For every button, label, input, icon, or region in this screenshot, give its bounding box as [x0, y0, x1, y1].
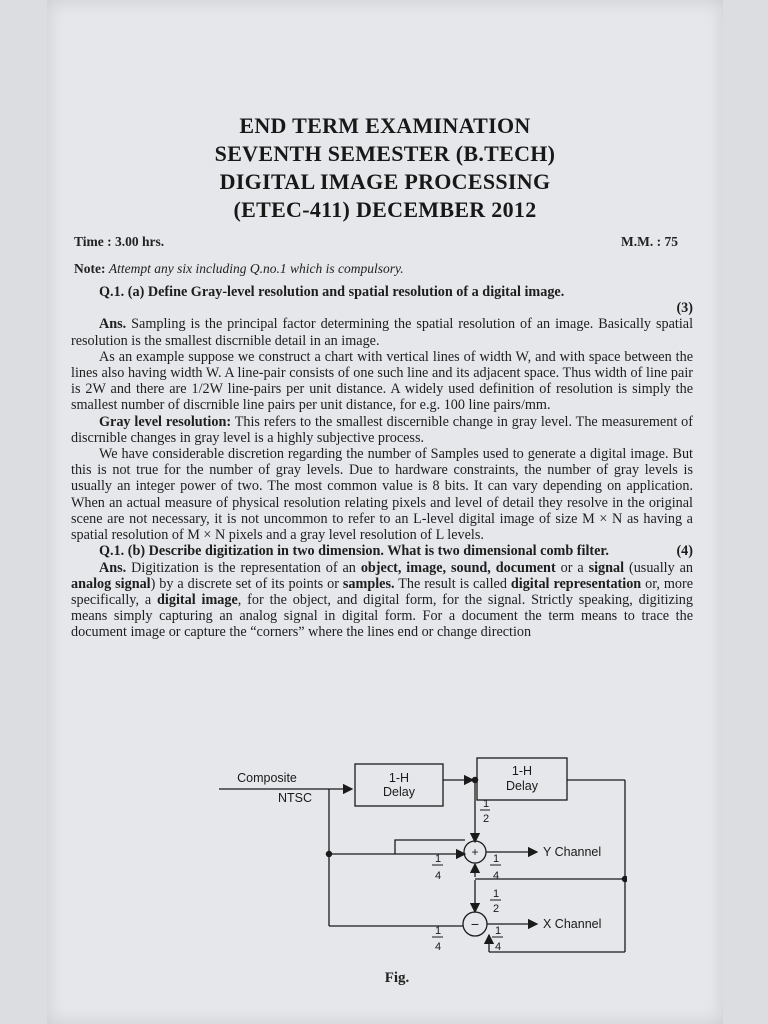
answer-body: [71, 284, 693, 641]
delay2-line1: 1-H: [511, 764, 533, 778]
delay1-line1: 1-H: [388, 771, 410, 785]
input-label-1: Composite: [237, 771, 297, 785]
answer-1a-p4: We have considerable discretion regarding the number of Samples used to generate a digital image. But this is not true for the number of gray levels. Due to hardware constraints, the number of gray levels is usually an integer power of two. The most common value is 8 bits. It can vary depending on application. When an actual measure of physical resolution relating pixels and level of detail they resolve in the original scene are not necessary, it is not uncommon to refer to an L-level digital image of size M × N as having a spatial resolution of M × N pixels and a gray level resolution of L levels.: [71, 446, 693, 544]
frac-bl-den: 4: [435, 941, 442, 953]
x-channel-label: X Channel: [543, 917, 602, 931]
frac-right-den: 4: [493, 870, 500, 882]
answer-1a-p2: As an example suppose we construct a chart with vertical lines of width W, and with space between the lines also having width W. A line-pair consists of one such line and its adjacent space. Thus width of line pair is 2W and there are 1/2W line-pairs per unit distance. A widely used definition of resolution is simply the smallest number of discrnible line pairs per unit distance, for e.g. 100 line pairs/mm.: [71, 348, 693, 414]
delay2-line2: Delay: [506, 779, 538, 793]
max-marks: M.M. : 75: [621, 234, 678, 249]
time-label: Time : 3.00 hrs.: [74, 234, 165, 249]
exam-page: [47, 0, 723, 1024]
header-line-4: (ETEC-411) DECEMBER 2012: [233, 197, 537, 222]
ans1b-t3: (usually an: [624, 559, 694, 576]
adder-in-top: [395, 840, 465, 854]
frac-bl-num: 1: [435, 925, 442, 937]
ans-label-1b: Ans.: [99, 559, 127, 576]
answer-1a-p3: [71, 414, 693, 446]
ans1b-b1: object, image, sound, document: [360, 559, 556, 576]
input-label-2: NTSC: [277, 791, 313, 805]
ans-label: Ans.: [99, 316, 127, 333]
answer-1a-p1-text: Sampling is the principal factor determining the spatial resolution of an image. Basically spatial resolution is the smallest discrnible detail in an image.: [71, 316, 694, 349]
ans1b-t7: , for the object, and digital form, for the signal. Strictly speaking, digitizing means simply capturing an analog signal in digital form. For a document the term means to trace the document image or capture the “corners” where the lines end or change direction: [71, 592, 693, 641]
frac-top-num: 1: [483, 798, 490, 810]
ans1b-t1: Digitization is the representation of an: [131, 559, 361, 576]
note-text: Attempt any six including Q.no.1 which is compulsory.: [108, 261, 404, 276]
note-label: Note:: [74, 261, 106, 276]
answer-1a-p3-text: This refers to the smallest discernible change in gray level. The measurement of discrnible changes in gray level is a highly subjective process.: [71, 413, 693, 446]
y-channel-label: Y Channel: [543, 845, 602, 859]
junction-dot-1: [326, 851, 331, 856]
frac-br-den: 4: [495, 941, 502, 953]
junction-dot-3: [472, 777, 477, 782]
delay1-line2: Delay: [383, 785, 415, 799]
ans1b-b2: signal: [588, 559, 625, 576]
frac-mid-den: 2: [493, 903, 500, 915]
frac-left-num: 1: [435, 853, 442, 865]
figure-caption: Fig.: [384, 970, 410, 986]
gray-level-label: Gray level resolution:: [99, 413, 232, 430]
question-1b-marks: (4): [676, 543, 693, 560]
minus-sign: −: [470, 916, 480, 932]
frac-mid-num: 1: [493, 888, 500, 900]
header-line-1: END TERM EXAMINATION: [239, 113, 531, 138]
note: [74, 261, 678, 277]
ans1b-b3: analog signal: [71, 575, 151, 592]
meta-line: [74, 234, 678, 250]
plus-sign: +: [471, 845, 479, 859]
frac-right-num: 1: [493, 853, 500, 865]
ans1b-t2: or a: [555, 559, 589, 576]
frac-left-den: 4: [435, 870, 442, 882]
ans1b-b6: digital image: [157, 592, 238, 609]
header-line-3: DIGITAL IMAGE PROCESSING: [219, 169, 551, 194]
ans1b-t6: or, more specifically, a: [71, 575, 694, 609]
question-1b: [71, 543, 693, 559]
ans1b-t4: ) by a discrete set of its points or: [150, 575, 343, 592]
answer-1b-p1: [71, 560, 693, 641]
answer-1a-p1: [71, 316, 693, 348]
question-1a: [71, 284, 693, 300]
junction-dot-2: [622, 876, 627, 881]
frac-top-den: 2: [483, 813, 490, 825]
question-1b-text: Q.1. (b) Describe digitization in two dimension. What is two dimensional comb filter.: [99, 543, 609, 560]
comb-filter-figure: [207, 752, 627, 982]
ans1b-b5: digital representation: [510, 575, 642, 592]
ans1b-b4: samples.: [342, 575, 395, 592]
ans1b-t5: The result is called: [394, 575, 511, 592]
question-1a-text: Q.1. (a) Define Gray-level resolution and spatial resolution of a digital image.: [99, 284, 565, 300]
exam-header: [47, 112, 723, 224]
question-1a-marks: (3): [676, 300, 693, 317]
header-line-2: SEVENTH SEMESTER (B.TECH): [214, 141, 556, 166]
frac-br-num: 1: [495, 925, 502, 937]
comb-filter-diagram: [207, 752, 627, 972]
